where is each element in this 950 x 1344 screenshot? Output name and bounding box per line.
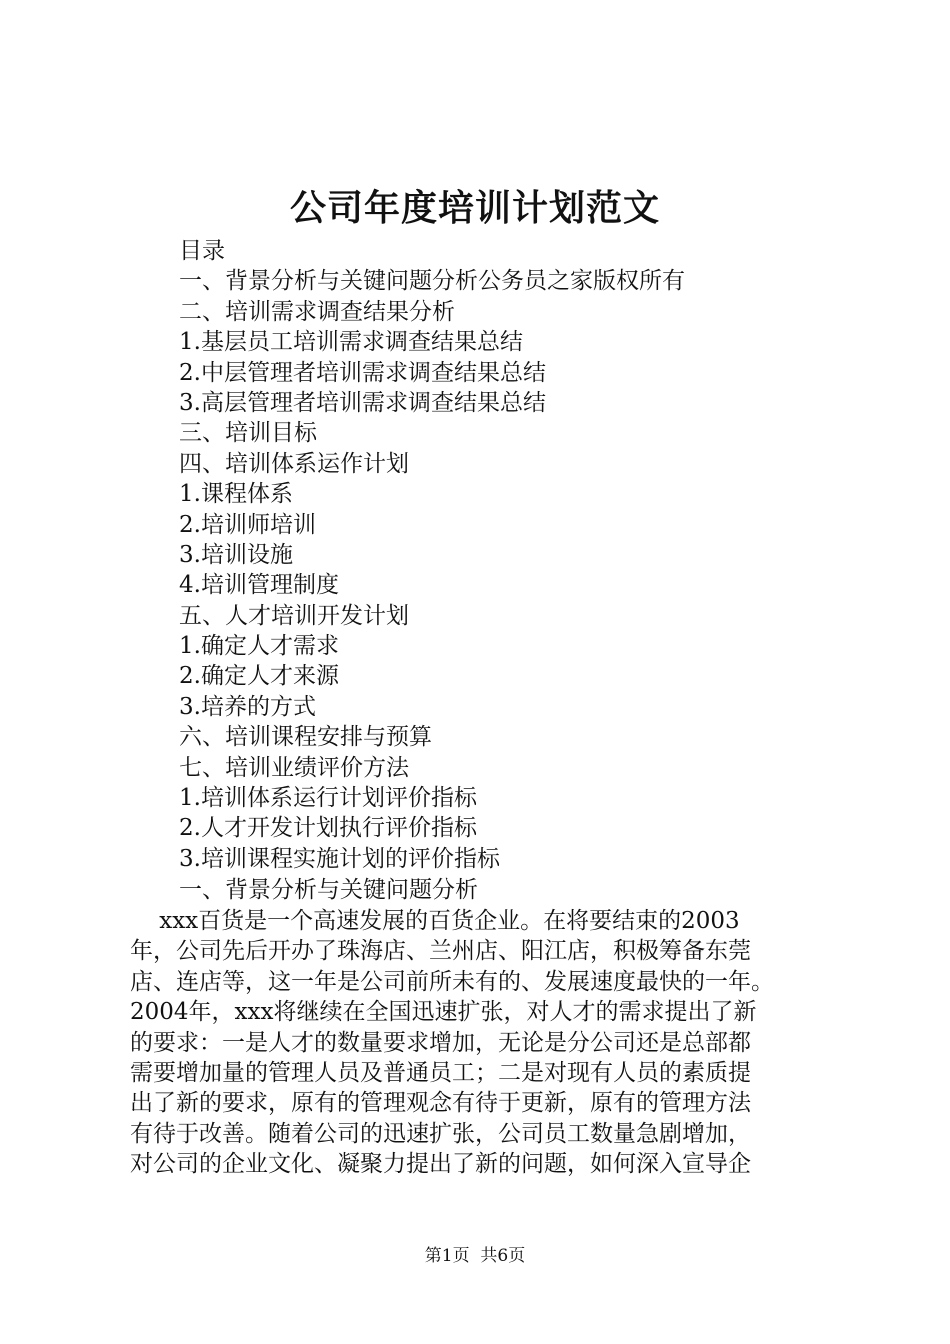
paragraph-line: 店、连店等，这一年是公司前所未有的、发展速度最快的一年。 xyxy=(130,968,774,995)
toc-item: 2.培训师培训 xyxy=(179,511,316,538)
body-paragraph xyxy=(130,906,830,1180)
toc-item: 3.高层管理者培训需求调查结果总结 xyxy=(179,389,546,416)
paragraph-line: 对公司的企业文化、凝聚力提出了新的问题，如何深入宣导企 xyxy=(130,1151,751,1178)
toc-item: 2.人才开发计划执行评价指标 xyxy=(179,815,477,842)
paragraph-line: 的要求：一是人才的数量要求增加，无论是分公司还是总部都 xyxy=(130,1029,751,1056)
toc-item: 1.确定人才需求 xyxy=(179,633,339,660)
toc-item: 3.培养的方式 xyxy=(179,693,316,720)
toc-item: 4.培训管理制度 xyxy=(179,572,339,599)
page-footer: 第1页 共6页 xyxy=(424,1246,526,1266)
paragraph-line: 年，公司先后开办了珠海店、兰州店、阳江店，积极筹备东莞 xyxy=(130,938,751,965)
toc-item: 3.培训课程实施计划的评价指标 xyxy=(179,845,500,872)
toc-item: 2.中层管理者培训需求调查结果总结 xyxy=(179,359,546,386)
toc-item: 1.基层员工培训需求调查结果总结 xyxy=(179,329,523,356)
paragraph-line: 出了新的要求，原有的管理观念有待于更新，原有的管理方法 xyxy=(130,1090,751,1117)
toc-item: 七、培训业绩评价方法 xyxy=(179,754,409,781)
table-of-contents xyxy=(179,236,879,874)
paragraph-line: 有待于改善。随着公司的迅速扩张，公司员工数量急剧增加， xyxy=(130,1120,751,1147)
toc-item: 四、培训体系运作计划 xyxy=(179,450,409,477)
toc-item: 三、培训目标 xyxy=(179,420,317,447)
section-heading: 一、背景分析与关键问题分析 xyxy=(179,877,478,903)
toc-item: 1.课程体系 xyxy=(179,481,293,508)
toc-item: 六、培训课程安排与预算 xyxy=(179,724,432,751)
toc-item: 五、人才培训开发计划 xyxy=(179,602,409,629)
toc-item: 2.确定人才来源 xyxy=(179,663,339,690)
document-title: 公司年度培训计划范文 xyxy=(289,187,660,229)
toc-item: 1.培训体系运行计划评价指标 xyxy=(179,785,477,812)
toc-item: 一、背景分析与关键问题分析公务员之家版权所有 xyxy=(179,268,685,295)
paragraph-line: 需要增加量的管理人员及普通员工；二是对现有人员的素质提 xyxy=(130,1059,751,1086)
toc-item: 二、培训需求调查结果分析 xyxy=(179,298,455,325)
paragraph-line: 2004年，xxx将继续在全国迅速扩张，对人才的需求提出了新 xyxy=(130,999,757,1026)
toc-item: 3.培训设施 xyxy=(179,541,293,568)
toc-item: 目录 xyxy=(179,238,225,264)
paragraph-line: xxx百货是一个高速发展的百货企业。在将要结束的2003 xyxy=(130,908,740,934)
